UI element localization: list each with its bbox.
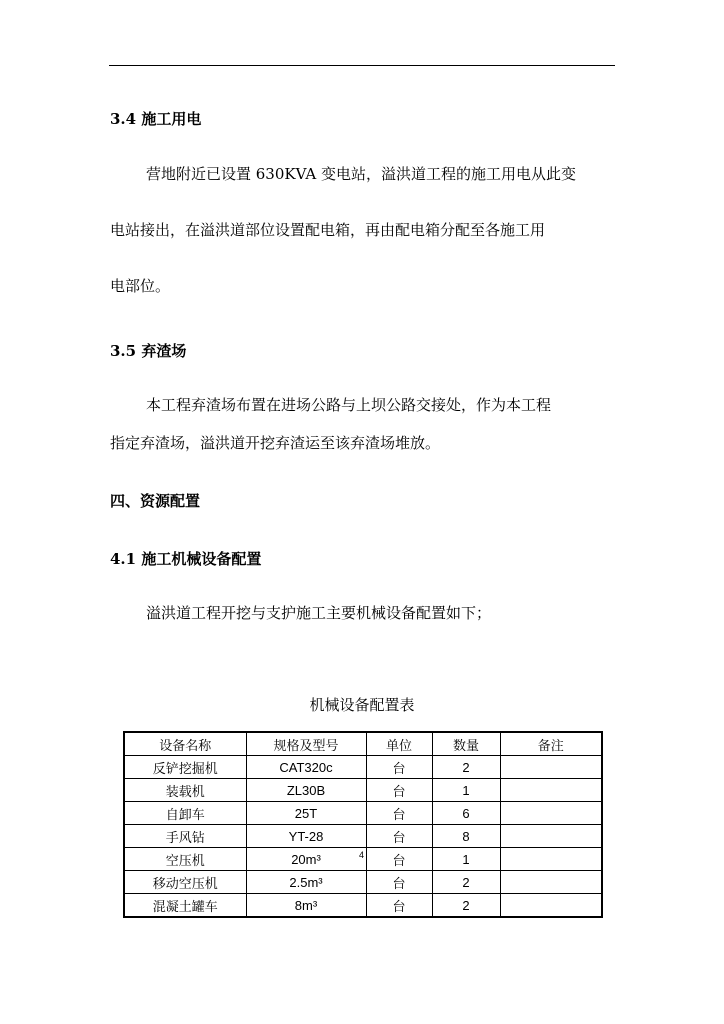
header-rule <box>109 65 615 66</box>
table-row <box>124 825 602 848</box>
table-row <box>124 894 602 918</box>
cell-name: 反铲挖掘机 <box>124 756 246 779</box>
header-unit: 单位 <box>366 732 432 756</box>
cell-unit: 台 <box>366 825 432 848</box>
cell-qty: 8 <box>432 825 500 848</box>
cell-unit: 台 <box>366 779 432 802</box>
cell-spec: 8m³ <box>246 894 366 918</box>
cell-name: 自卸车 <box>124 802 246 825</box>
cell-qty: 6 <box>432 802 500 825</box>
cell-unit: 台 <box>366 848 432 871</box>
header-qty: 数量 <box>432 732 500 756</box>
cell-spec: CAT320c <box>246 756 366 779</box>
heading-3-5: 3.5 弃渣场 <box>110 342 187 360</box>
cell-remark <box>500 825 602 848</box>
header-remark: 备注 <box>500 732 602 756</box>
paragraph-3-4-line-2: 电站接出，在溢洪道部位设置配电箱，再由配电箱分配至各施工用 <box>110 221 546 239</box>
cell-spec: 25T <box>246 802 366 825</box>
table-header-row <box>124 732 602 756</box>
paragraph-3-5-line-2: 指定弃渣场，溢洪道开挖弃渣运至该弃渣场堆放。 <box>110 434 441 452</box>
table-caption: 机械设备配置表 <box>309 696 415 714</box>
cell-spec: 2.5m³ <box>246 871 366 894</box>
table-row <box>124 802 602 825</box>
table-row <box>124 756 602 779</box>
cell-spec: ZL30B <box>246 779 366 802</box>
heading-4-1: 4.1 施工机械设备配置 <box>110 550 262 568</box>
cell-remark <box>500 871 602 894</box>
table-row <box>124 779 602 802</box>
table-row <box>124 871 602 894</box>
cell-spec: 20m³ <box>246 848 366 871</box>
cell-name: 装载机 <box>124 779 246 802</box>
heading-4: 四、资源配置 <box>110 492 201 510</box>
equipment-table <box>123 731 603 918</box>
heading-3-4: 3.4 施工用电 <box>110 110 202 128</box>
cell-remark <box>500 779 602 802</box>
page-number: 4 <box>359 850 365 860</box>
cell-unit: 台 <box>366 871 432 894</box>
cell-remark <box>500 756 602 779</box>
cell-qty: 1 <box>432 779 500 802</box>
cell-name: 混凝土罐车 <box>124 894 246 918</box>
cell-unit: 台 <box>366 802 432 825</box>
header-spec: 规格及型号 <box>246 732 366 756</box>
header-name: 设备名称 <box>124 732 246 756</box>
cell-name: 移动空压机 <box>124 871 246 894</box>
cell-name: 手风钻 <box>124 825 246 848</box>
cell-remark <box>500 894 602 918</box>
cell-qty: 2 <box>432 871 500 894</box>
paragraph-3-4-line-3: 电部位。 <box>110 277 171 295</box>
cell-unit: 台 <box>366 756 432 779</box>
paragraph-3-5-line-1: 本工程弃渣场布置在进场公路与上坝公路交接处，作为本工程 <box>146 396 552 414</box>
cell-qty: 1 <box>432 848 500 871</box>
paragraph-4-1-intro: 溢洪道工程开挖与支护施工主要机械设备配置如下； <box>146 604 492 622</box>
cell-qty: 2 <box>432 756 500 779</box>
cell-remark <box>500 802 602 825</box>
cell-unit: 台 <box>366 894 432 918</box>
cell-qty: 2 <box>432 894 500 918</box>
paragraph-3-4-line-1: 营地附近已设置 630KVA 变电站，溢洪道工程的施工用电从此变 <box>146 165 577 183</box>
cell-remark <box>500 848 602 871</box>
cell-name: 空压机 <box>124 848 246 871</box>
cell-spec: YT-28 <box>246 825 366 848</box>
